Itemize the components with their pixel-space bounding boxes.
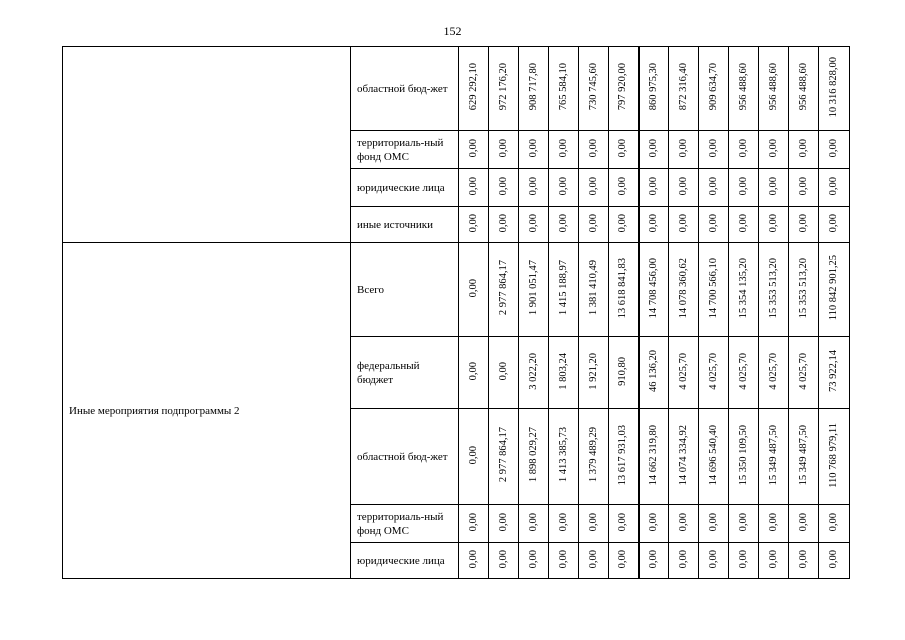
- value-cell: 0,00: [497, 176, 509, 196]
- value-cell: 15 354 135,20: [737, 257, 749, 319]
- table-row: [63, 47, 850, 131]
- value-cell: 765 584,10: [557, 63, 569, 111]
- value-cell: 0,00: [587, 512, 599, 532]
- value-cell: 872 316,40: [677, 63, 689, 111]
- value-cell: 0,00: [797, 213, 809, 233]
- value-cell: 0,00: [767, 176, 779, 196]
- value-cell: 909 634,70: [707, 63, 719, 111]
- value-cell: 0,00: [497, 549, 509, 569]
- value-cell: 0,00: [737, 549, 749, 569]
- value-cell: 0,00: [767, 512, 779, 532]
- value-cell: 0,00: [707, 512, 719, 532]
- value-cell: 0,00: [587, 138, 599, 158]
- value-cell: 1 803,24: [557, 352, 569, 390]
- value-cell: 0,00: [647, 512, 659, 532]
- value-cell: 0,00: [527, 512, 539, 532]
- value-cell: 0,00: [617, 176, 629, 196]
- value-cell: 0,00: [797, 176, 809, 196]
- value-cell: 972 176,20: [497, 63, 509, 111]
- value-cell: 13 618 841,83: [617, 257, 629, 319]
- value-cell: 0,00: [497, 512, 509, 532]
- value-cell: 15 350 109,50: [737, 424, 749, 486]
- value-cell: 2 977 864,17: [497, 427, 509, 483]
- value-cell: 0,00: [467, 549, 479, 569]
- value-cell: 110 768 979,11: [828, 422, 839, 488]
- value-cell: 0,00: [587, 549, 599, 569]
- value-cell: 1 415 188,97: [557, 260, 569, 316]
- value-cell: 0,00: [737, 138, 749, 158]
- value-cell: 0,00: [828, 138, 839, 158]
- value-cell: 110 842 901,25: [828, 255, 839, 321]
- source-label: территориаль-ный фонд ОМС: [351, 131, 459, 169]
- value-cell: 0,00: [467, 361, 479, 381]
- value-cell: 15 349 487,50: [797, 424, 809, 486]
- value-cell: 73 922,14: [828, 350, 839, 392]
- value-cell: 0,00: [497, 361, 509, 381]
- source-label: областной бюд-жет: [351, 409, 459, 505]
- value-cell: 0,00: [707, 549, 719, 569]
- source-label: юридические лица: [351, 543, 459, 579]
- value-cell: 15 353 513,20: [767, 257, 779, 319]
- value-cell: 0,00: [467, 176, 479, 196]
- value-cell: 2 977 864,17: [497, 260, 509, 316]
- source-label: областной бюд-жет: [351, 47, 459, 131]
- value-cell: 0,00: [737, 213, 749, 233]
- value-cell: 0,00: [677, 176, 689, 196]
- value-cell: 0,00: [677, 213, 689, 233]
- value-cell: 0,00: [647, 549, 659, 569]
- value-cell: 14 074 334,92: [677, 424, 689, 486]
- value-cell: 0,00: [647, 138, 659, 158]
- value-cell: 0,00: [677, 512, 689, 532]
- value-cell: 14 696 540,40: [707, 424, 719, 486]
- value-cell: 0,00: [707, 138, 719, 158]
- value-cell: 860 975,30: [647, 63, 659, 111]
- value-cell: 14 078 360,62: [677, 257, 689, 319]
- value-cell: 908 717,80: [527, 63, 539, 111]
- event-title: Иные мероприятия подпрограммы 2: [63, 243, 351, 579]
- value-cell: 4 025,70: [677, 352, 689, 390]
- value-cell: 4 025,70: [707, 352, 719, 390]
- value-cell: 4 025,70: [767, 352, 779, 390]
- value-cell: 0,00: [557, 213, 569, 233]
- value-cell: 0,00: [497, 138, 509, 158]
- value-cell: 0,00: [497, 213, 509, 233]
- value-cell: 0,00: [828, 512, 839, 532]
- source-label: территориаль-ный фонд ОМС: [351, 505, 459, 543]
- source-label: юридические лица: [351, 169, 459, 207]
- value-cell: 15 353 513,20: [797, 257, 809, 319]
- value-cell: 0,00: [828, 549, 839, 569]
- value-cell: 4 025,70: [797, 352, 809, 390]
- value-cell: 0,00: [797, 138, 809, 158]
- value-cell: 0,00: [527, 176, 539, 196]
- value-cell: 0,00: [467, 512, 479, 532]
- value-cell: 629 292,10: [467, 63, 479, 111]
- value-cell: 1 379 489,29: [587, 427, 599, 483]
- table-row: [63, 243, 850, 337]
- value-cell: 1 413 385,73: [557, 427, 569, 483]
- value-cell: 0,00: [647, 213, 659, 233]
- value-cell: 14 662 319,80: [647, 424, 659, 486]
- value-cell: 0,00: [467, 278, 479, 298]
- value-cell: 0,00: [587, 213, 599, 233]
- value-cell: 0,00: [467, 138, 479, 158]
- event-cell-program: [63, 47, 351, 243]
- page-number: 152: [443, 24, 462, 38]
- value-cell: 0,00: [527, 549, 539, 569]
- budget-table: [62, 46, 850, 579]
- value-cell: 0,00: [617, 213, 629, 233]
- value-cell: 0,00: [617, 138, 629, 158]
- value-cell: 0,00: [617, 512, 629, 532]
- value-cell: 0,00: [587, 176, 599, 196]
- value-cell: 0,00: [828, 213, 839, 233]
- value-cell: 0,00: [527, 138, 539, 158]
- value-cell: 0,00: [797, 549, 809, 569]
- value-cell: 0,00: [557, 138, 569, 158]
- value-cell: 0,00: [828, 176, 839, 196]
- value-cell: 956 488,60: [797, 63, 809, 111]
- value-cell: 0,00: [467, 213, 479, 233]
- value-cell: 4 025,70: [737, 352, 749, 390]
- value-cell: 1 381 410,49: [587, 260, 599, 316]
- source-label: иные источники: [351, 207, 459, 243]
- value-cell: 15 349 487,50: [767, 424, 779, 486]
- source-label: Всего: [351, 243, 459, 337]
- value-cell: 14 708 456,00: [647, 257, 659, 319]
- value-cell: 13 617 931,03: [617, 424, 629, 486]
- value-cell: 0,00: [767, 549, 779, 569]
- value-cell: 910,80: [617, 356, 629, 386]
- source-label: федеральный бюджет: [351, 337, 459, 409]
- value-cell: 956 488,60: [767, 63, 779, 111]
- value-cell: 1 901 051,47: [527, 260, 539, 316]
- value-cell: 0,00: [467, 445, 479, 465]
- value-cell: 0,00: [677, 549, 689, 569]
- value-cell: 0,00: [557, 512, 569, 532]
- value-cell: 0,00: [647, 176, 659, 196]
- value-cell: 0,00: [797, 512, 809, 532]
- value-cell: 3 022,20: [527, 352, 539, 390]
- value-cell: 14 700 566,10: [707, 257, 719, 319]
- value-cell: 730 745,60: [587, 63, 599, 111]
- value-cell: 0,00: [737, 512, 749, 532]
- value-cell: 0,00: [767, 213, 779, 233]
- value-cell: 0,00: [557, 549, 569, 569]
- value-cell: 0,00: [677, 138, 689, 158]
- value-cell: 956 488,60: [737, 63, 749, 111]
- value-cell: 0,00: [557, 176, 569, 196]
- value-cell: 0,00: [737, 176, 749, 196]
- value-cell: 797 920,00: [617, 63, 629, 111]
- value-cell: 10 316 828,00: [828, 56, 839, 118]
- value-cell: 0,00: [707, 213, 719, 233]
- value-cell: 0,00: [767, 138, 779, 158]
- value-cell: 1 921,20: [587, 352, 599, 390]
- value-cell: 46 136,20: [647, 350, 659, 392]
- value-cell: 1 898 029,27: [527, 427, 539, 483]
- value-cell: 0,00: [527, 213, 539, 233]
- value-cell: 0,00: [617, 549, 629, 569]
- value-cell: 0,00: [707, 176, 719, 196]
